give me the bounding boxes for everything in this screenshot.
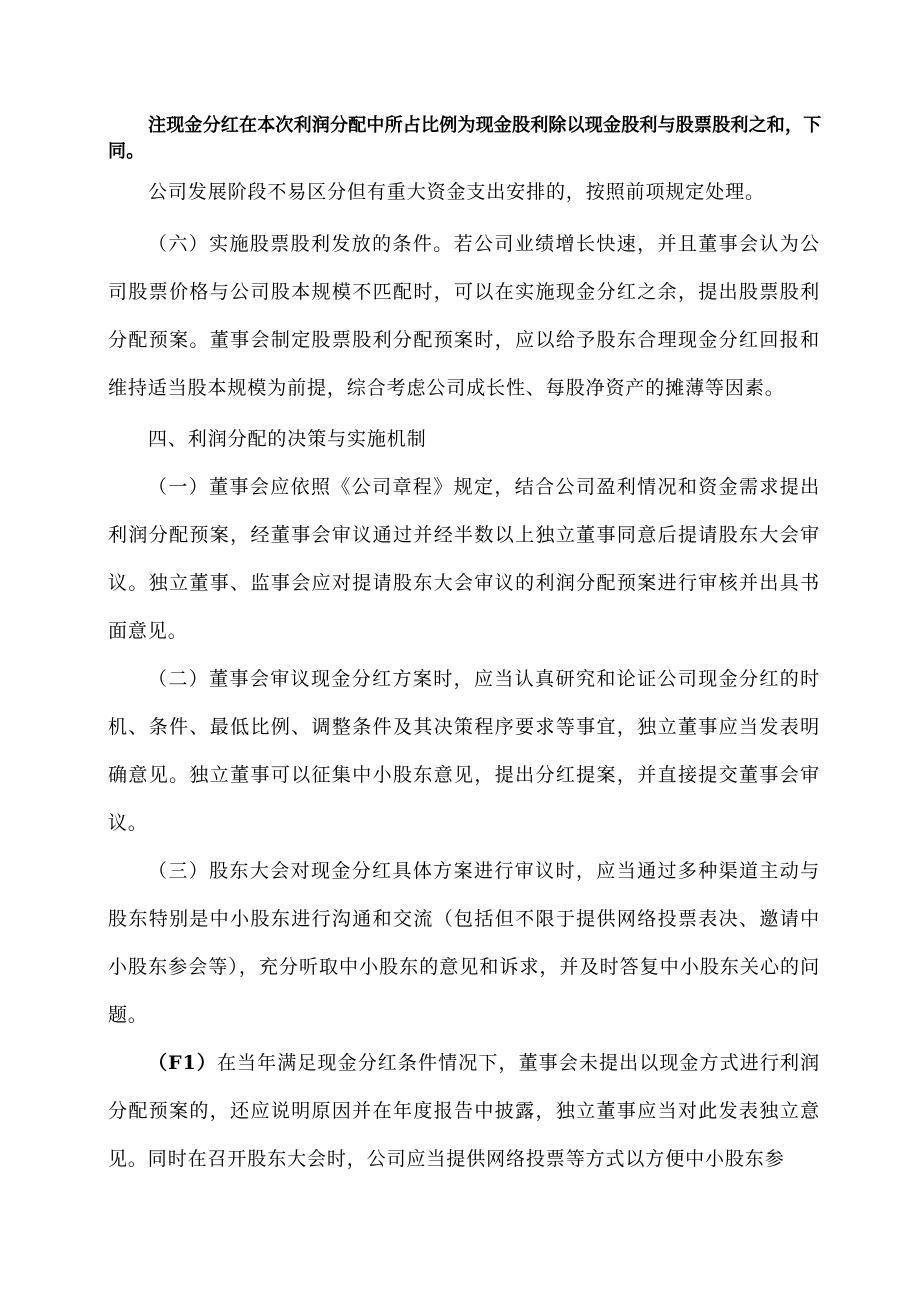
paragraph-cash-dividend-review: （二）董事会审议现金分红方案时，应当认真研究和论证公司现金分红的时机、条件、最低比例、调整条件及其决策程序要求等事宜，独立董事应当发表明确意见。独立董事可以征集中小股东意见，提出分红提案，并直接提交董事会审议。 — [108, 668, 820, 834]
paragraph-shareholder-meeting: （三）股东大会对现金分红具体方案进行审议时，应当通过多种渠道主动与股东特别是中小股东进行沟通和交流（包括但不限于提供网络投票表决、邀请中小股东参会等），充分听取中小股东的意见和诉求，并及时答复中小股东关心的问题。 — [108, 860, 820, 1026]
paragraph-no-cash-dividend — [108, 1039, 820, 1183]
paragraph-board-proposal: （一）董事会应依照《公司章程》规定，结合公司盈利情况和资金需求提出利润分配预案，经董事会审议通过并经半数以上独立董事同意后提请股东大会审议。独立董事、监事会应对提请股东大会审议的利润分配预案进行审核并出具书面意见。 — [108, 476, 820, 642]
paragraph-stock-dividend-conditions: （六）实施股票股利发放的条件。若公司业绩增长快速，并且董事会认为公司股票价格与公司股本规模不匹配时，可以在实施现金分红之余，提出股票股利分配预案。董事会制定股票股利分配预案时，应以给予股东合理现金分红回报和维持适当股本规模为前提，综合考虑公司成长性、每股净资产的摊薄等因素。 — [108, 233, 820, 399]
paragraph-development-stage: 公司发展阶段不易区分但有重大资金支出安排的，按照前项规定处理。 — [148, 181, 765, 203]
paragraph-lead-marker: （F1） — [148, 1052, 217, 1074]
paragraph-body-text: 在当年满足现金分红条件情况下，董事会未提出以现金方式进行利润分配预案的，还应说明原因并在年度报告中披露，独立董事应当对此发表独立意见。同时在召开股东大会时，公司应当提供网络投票等方式以方便中小股东参 — [108, 1052, 820, 1170]
footnote-note: 注现金分红在本次利润分配中所占比例为现金股利除以现金股利与股票股利之和，下同。 — [108, 115, 822, 162]
section-heading-decision-mechanism: 四、利润分配的决策与实施机制 — [148, 428, 427, 450]
